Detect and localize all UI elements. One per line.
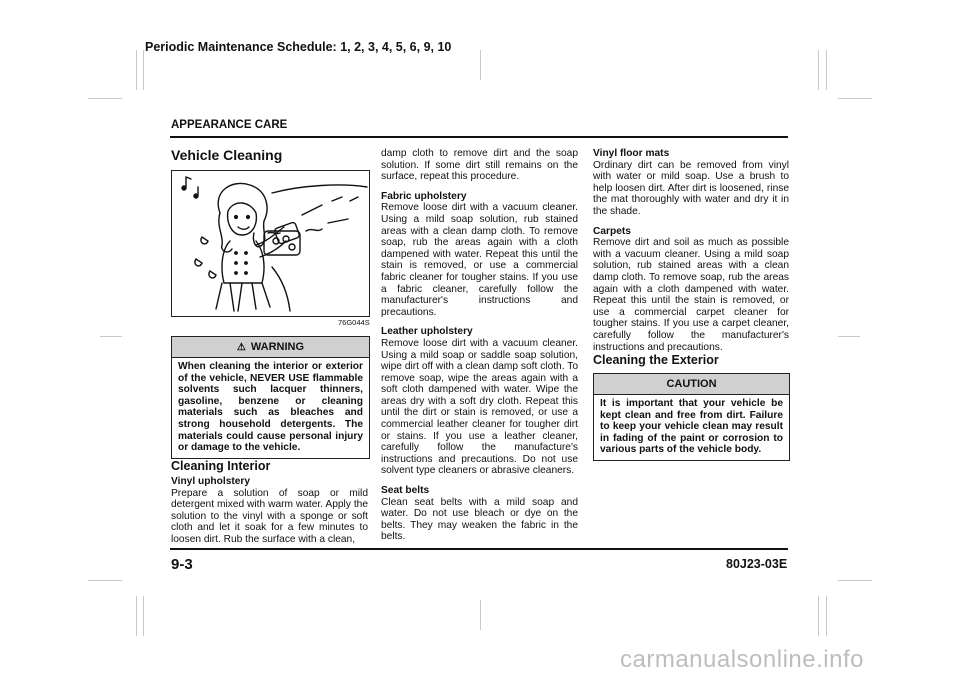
doc-code: 80J23-03E	[726, 557, 788, 571]
image-code: 76G044S	[338, 318, 370, 327]
vinyl-upholstery-text: Prepare a solution of soap or mild detergent mixed with warm water. Apply the solution to the vinyl with a sponge or soft cloth and let it soak for a few minutes to loosen dirt. Rub the surface with a clean,	[171, 487, 368, 545]
vinyl-continued-text: damp cloth to remove dirt and the soap solution. If some dirt still remains on the surface, repeat this procedure.	[381, 148, 578, 183]
left-text-column	[171, 476, 368, 546]
warning-title: WARNING	[250, 341, 305, 353]
caution-title: CAUTION	[594, 374, 789, 395]
leather-upholstery-text: Remove loose dirt with a vacuum cleaner. Using a mild soap or saddle soap solution, wipe dirt off with a clean damp soft cloth. To remove soap, wipe the areas again with a soft cloth dampened with water. Wipe the areas dry with a soft dry cloth. Repeat this until the dirt or stain is removed, or use a commercial leather cleaner for tougher dirt or stains. If you use a leather cleaner, carefully follow the manufacture's instructions and precautions. Do not use solvent type cleaners or abrasive cleaners.	[381, 337, 578, 477]
cleaning-exterior-heading: Cleaning the Exterior	[593, 353, 719, 367]
footer-rule	[170, 548, 788, 550]
seat-belts-title: Seat belts	[381, 485, 430, 497]
woman-cleaning-image	[172, 171, 369, 316]
leather-upholstery-title: Leather upholstery	[381, 326, 473, 338]
fabric-upholstery-text: Remove loose dirt with a vacuum cleaner. Using a mild soap solution, rub stained areas with a clean damp cloth. To remove soap, rub the areas again with a cloth dampened with water. Repeat this until the stain is removed, or use a commercial fabric cleaner for tougher stains. If you use a fabric cleaner, carefully follow the manufacturer's instructions and precautions.	[381, 202, 578, 318]
cleaning-interior-heading: Cleaning Interior	[171, 459, 271, 473]
right-text-column	[593, 148, 789, 361]
carpets-text: Remove dirt and soil as much as possible with a vacuum cleaner. Using a mild soap solution, rub stained areas with a clean damp cloth. To remove soap, rub the areas again with a cloth dampened with water. Repeat this until the stain is removed, or use a commercial carpet cleaner for tougher stains. If you use a carpet cleaner, carefully follow the manufacturer's instructions and precautions.	[593, 237, 789, 353]
caution-text: It is important that your vehicle be kept clean and free from dirt. Failure to keep your vehicle clean may result in fading of the paint or corrosion to various parts of the vehicle body.	[600, 398, 783, 456]
vehicle-cleaning-heading: Vehicle Cleaning	[171, 147, 283, 163]
header-rule	[170, 136, 788, 138]
seat-belts-text: Clean seat belts with a mild soap and water. Do not use bleach or dye on the belts. They may weaken the fabric in the belts.	[381, 496, 578, 543]
page-number: 9-3	[171, 556, 193, 573]
warning-icon: ⚠	[236, 342, 246, 353]
schedule-title: Periodic Maintenance Schedule: 1, 2, 3, 4, 5, 6, 9, 10	[145, 40, 452, 54]
section-title: APPEARANCE CARE	[171, 119, 288, 131]
middle-text-column	[381, 148, 578, 551]
vinyl-floor-mats-title: Vinyl floor mats	[593, 148, 670, 159]
fabric-upholstery-title: Fabric upholstery	[381, 190, 467, 202]
carpets-title: Carpets	[593, 225, 631, 237]
cleaning-illustration	[171, 170, 370, 317]
watermark: carmanualsonline.info	[620, 646, 864, 673]
warning-box	[171, 336, 370, 459]
caution-box	[593, 373, 790, 461]
warning-text: When cleaning the interior or exterior of the vehicle, NEVER USE flammable solvents such lacquer thinners, gasoline, benzene or cleaning materials such as bleaches and strong household detergents. The materials could cause personal injury or damage to the vehicle.	[178, 361, 363, 454]
vinyl-upholstery-title: Vinyl upholstery	[171, 476, 251, 487]
warning-header	[172, 337, 369, 358]
vinyl-floor-mats-text: Ordinary dirt can be removed from vinyl with water or mild soap. Use a brush to help loosen dirt. After dirt is loosened, rinse the mat thoroughly with water and dry it in the shade.	[593, 159, 789, 217]
